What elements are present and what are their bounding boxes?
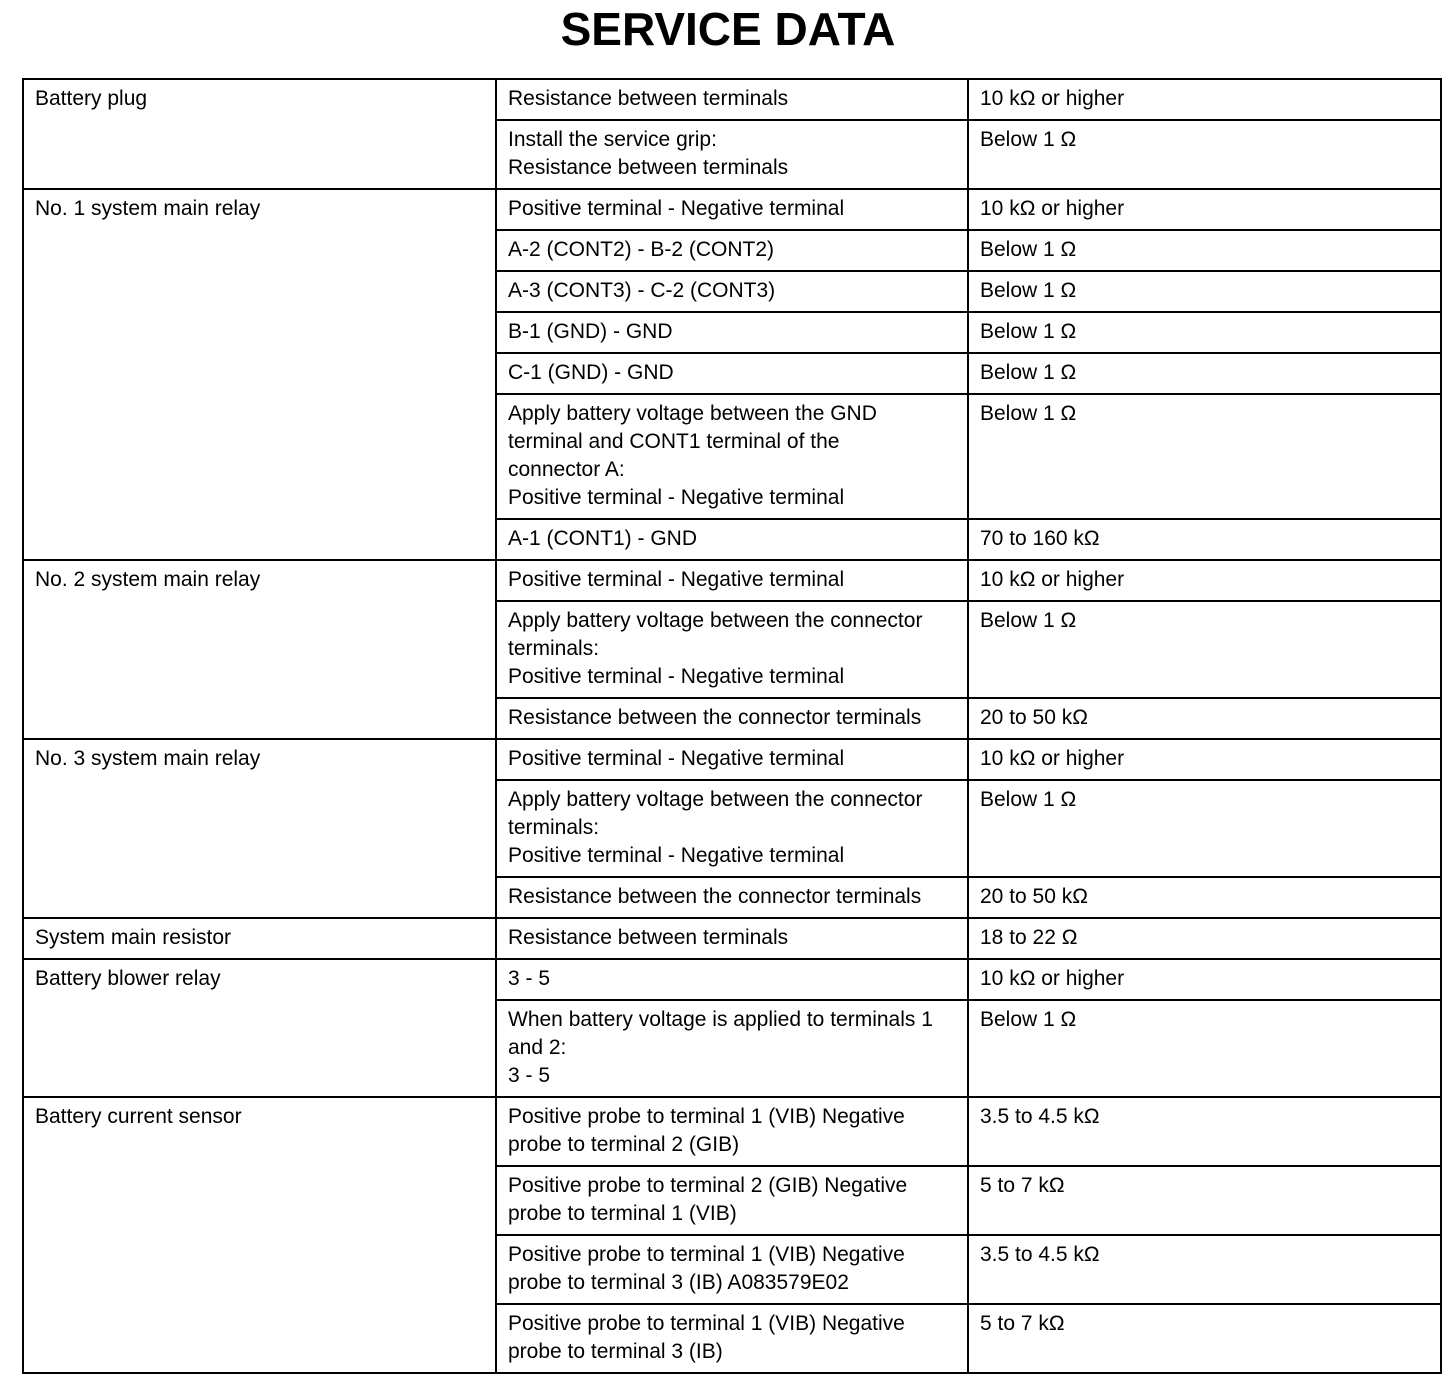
spec-cell: 3.5 to 4.5 kΩ [968, 1097, 1441, 1166]
condition-line: Positive terminal - Negative terminal [508, 568, 845, 591]
spec-cell: Below 1 Ω [968, 601, 1441, 698]
condition-cell [496, 120, 968, 189]
condition-line: Resistance between the connector terminals [508, 885, 922, 908]
condition-cell [496, 1235, 968, 1304]
condition-line: Positive probe to terminal 1 (VIB) Negative [508, 1243, 905, 1266]
condition-cell [496, 601, 968, 698]
table-row [23, 918, 1441, 959]
condition-cell [496, 312, 968, 353]
condition-line: Apply battery voltage between the connector [508, 788, 923, 811]
condition-line: Positive terminal - Negative terminal [508, 486, 845, 509]
table-row [23, 560, 1441, 601]
condition-line: connector A: [508, 458, 625, 481]
condition-cell [496, 1097, 968, 1166]
condition-cell [496, 271, 968, 312]
spec-cell: 10 kΩ or higher [968, 959, 1441, 1000]
spec-cell: 10 kΩ or higher [968, 189, 1441, 230]
spec-cell: 3.5 to 4.5 kΩ [968, 1235, 1441, 1304]
condition-line: probe to terminal 3 (IB) A083579E02 [508, 1271, 849, 1294]
spec-cell: Below 1 Ω [968, 312, 1441, 353]
spec-cell: 5 to 7 kΩ [968, 1166, 1441, 1235]
condition-line: Apply battery voltage between the GND [508, 402, 877, 425]
component-cell: Battery current sensor [23, 1097, 496, 1373]
condition-cell [496, 189, 968, 230]
spec-cell: Below 1 Ω [968, 780, 1441, 877]
condition-line: Resistance between the connector terminals [508, 706, 922, 729]
condition-line: and 2: [508, 1036, 567, 1059]
table-row [23, 959, 1441, 1000]
condition-cell [496, 877, 968, 918]
condition-line: Positive terminal - Negative terminal [508, 197, 845, 220]
spec-cell: Below 1 Ω [968, 353, 1441, 394]
component-cell: Battery blower relay [23, 959, 496, 1097]
condition-line: Install the service grip: [508, 128, 717, 151]
condition-line: Positive terminal - Negative terminal [508, 844, 845, 867]
condition-cell [496, 230, 968, 271]
condition-cell [496, 353, 968, 394]
condition-line: A-3 (CONT3) - C-2 (CONT3) [508, 279, 776, 302]
condition-line: probe to terminal 3 (IB) [508, 1340, 723, 1363]
condition-cell [496, 918, 968, 959]
spec-cell: Below 1 Ω [968, 120, 1441, 189]
condition-line: C-1 (GND) - GND [508, 361, 674, 384]
condition-line: Apply battery voltage between the connector [508, 609, 923, 632]
spec-cell: 20 to 50 kΩ [968, 698, 1441, 739]
condition-line: B-1 (GND) - GND [508, 320, 673, 343]
condition-line: terminal and CONT1 terminal of the [508, 430, 840, 453]
condition-cell [496, 698, 968, 739]
condition-line: 3 - 5 [508, 1064, 551, 1087]
condition-line: Positive terminal - Negative terminal [508, 747, 845, 770]
condition-cell [496, 739, 968, 780]
table-body [23, 79, 1441, 1373]
condition-line: Resistance between terminals [508, 87, 789, 110]
condition-line: Resistance between terminals [508, 156, 789, 179]
condition-line: Positive probe to terminal 2 (GIB) Negative [508, 1174, 908, 1197]
component-cell: System main resistor [23, 918, 496, 959]
condition-line: terminals: [508, 637, 600, 660]
condition-line: Resistance between terminals [508, 926, 789, 949]
condition-line: 3 - 5 [508, 967, 551, 990]
condition-line: probe to terminal 2 (GIB) [508, 1133, 740, 1156]
spec-cell: 5 to 7 kΩ [968, 1304, 1441, 1373]
condition-cell [496, 519, 968, 560]
component-cell: No. 1 system main relay [23, 189, 496, 560]
condition-cell [496, 394, 968, 519]
table-row [23, 79, 1441, 120]
spec-cell: Below 1 Ω [968, 271, 1441, 312]
component-cell: No. 2 system main relay [23, 560, 496, 739]
service-data-table [22, 78, 1442, 1374]
condition-cell [496, 1166, 968, 1235]
spec-cell: 18 to 22 Ω [968, 918, 1441, 959]
condition-line: A-2 (CONT2) - B-2 (CONT2) [508, 238, 775, 261]
condition-line: probe to terminal 1 (VIB) [508, 1202, 737, 1225]
table-row [23, 1097, 1441, 1166]
condition-cell [496, 1304, 968, 1373]
component-cell: Battery plug [23, 79, 496, 189]
component-cell: No. 3 system main relay [23, 739, 496, 918]
table-row [23, 739, 1441, 780]
condition-line: terminals: [508, 816, 600, 839]
condition-cell [496, 1000, 968, 1097]
spec-cell: 10 kΩ or higher [968, 560, 1441, 601]
spec-cell: 10 kΩ or higher [968, 739, 1441, 780]
spec-cell: 70 to 160 kΩ [968, 519, 1441, 560]
table-row [23, 189, 1441, 230]
condition-line: Positive probe to terminal 1 (VIB) Negative [508, 1105, 905, 1128]
condition-cell [496, 780, 968, 877]
condition-cell [496, 560, 968, 601]
spec-cell: Below 1 Ω [968, 394, 1441, 519]
page-title: SERVICE DATA [560, 3, 896, 55]
spec-cell: 10 kΩ or higher [968, 79, 1441, 120]
condition-line: A-1 (CONT1) - GND [508, 527, 697, 550]
condition-cell [496, 79, 968, 120]
spec-cell: Below 1 Ω [968, 230, 1441, 271]
condition-line: Positive probe to terminal 1 (VIB) Negative [508, 1312, 905, 1335]
spec-cell: 20 to 50 kΩ [968, 877, 1441, 918]
condition-cell [496, 959, 968, 1000]
spec-cell: Below 1 Ω [968, 1000, 1441, 1097]
condition-line: Positive terminal - Negative terminal [508, 665, 845, 688]
condition-line: When battery voltage is applied to terminals 1 [508, 1008, 933, 1031]
